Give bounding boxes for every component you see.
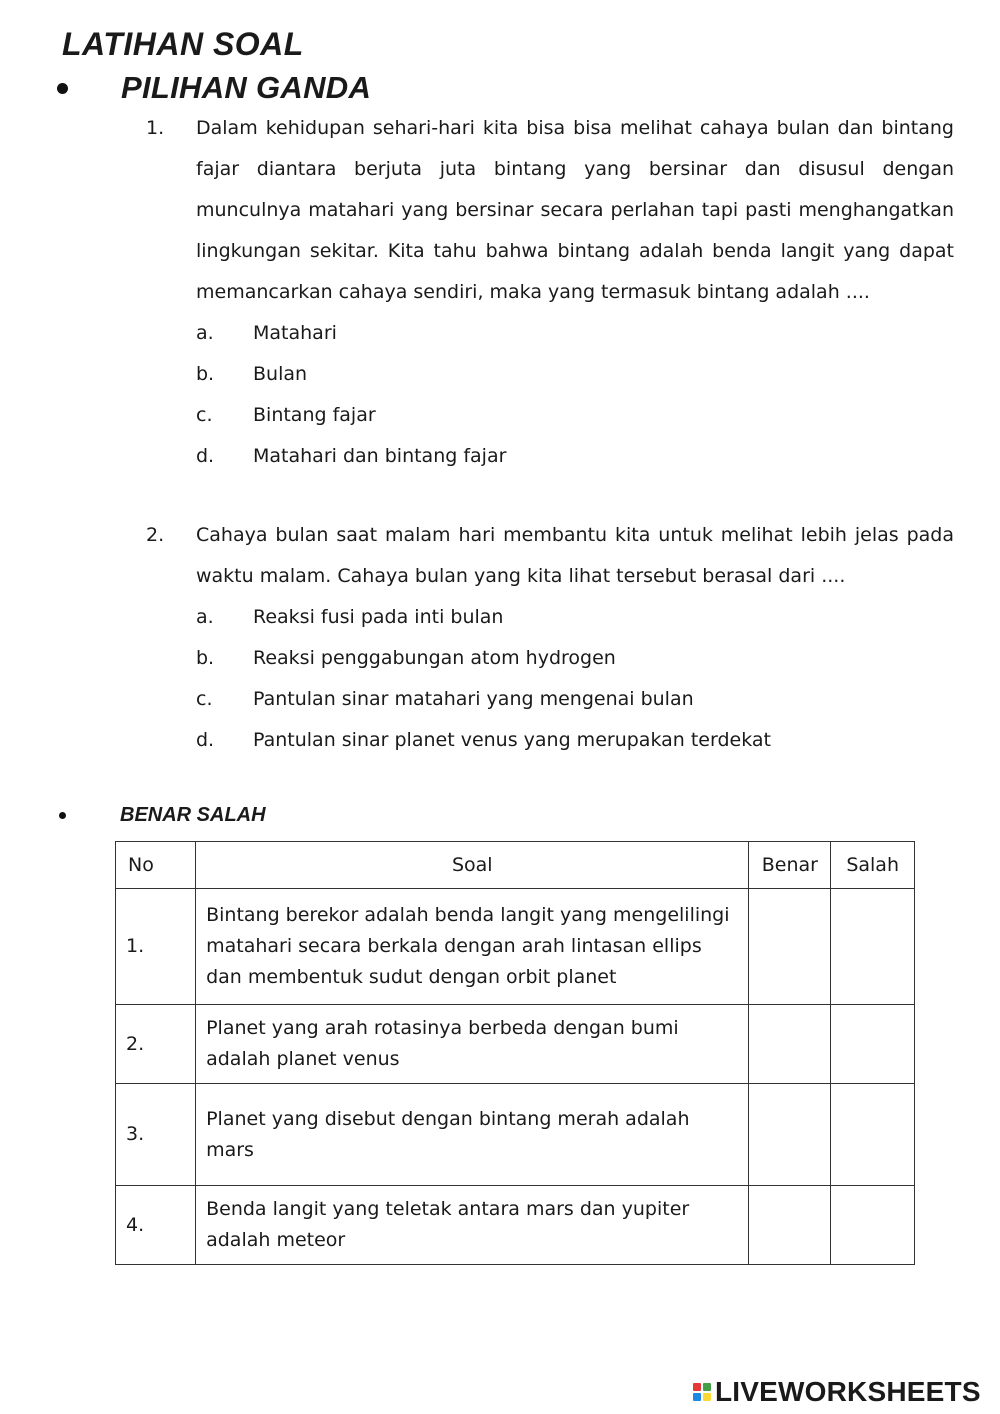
option-letter: b. <box>196 363 215 385</box>
row-statement: Planet yang arah rotasinya berbeda dengan bumi adalah planet venus <box>196 1005 749 1084</box>
section-heading-pilihan-ganda <box>57 70 371 106</box>
section-heading-label: BENAR SALAH <box>120 804 266 826</box>
option-letter: c. <box>196 688 213 710</box>
salah-answer-cell[interactable] <box>831 1084 915 1186</box>
row-statement: Bintang berekor adalah benda langit yang mengelilingi matahari secara berkala dengan arah lintasan ellips dan membentuk sudut dengan orbit planet <box>196 889 749 1005</box>
question-text: Cahaya bulan saat malam hari membantu kita untuk melihat lebih jelas pada waktu malam. Cahaya bulan yang kita lihat tersebut berasal dari .... <box>196 524 954 587</box>
logo-grid-icon <box>693 1383 711 1401</box>
answer-option-a[interactable] <box>196 313 954 354</box>
section-heading-label: PILIHAN GANDA <box>121 70 372 105</box>
option-letter: b. <box>196 647 215 669</box>
row-number: 4. <box>116 1186 196 1265</box>
option-text: Pantulan sinar planet venus yang merupakan terdekat <box>253 729 771 751</box>
question-number: 1. <box>146 117 165 139</box>
bullet-icon <box>57 83 68 94</box>
table-row <box>116 889 915 1005</box>
option-text: Pantulan sinar matahari yang mengenai bulan <box>253 688 694 710</box>
logo-text: LIVEWORKSHEETS <box>715 1376 981 1407</box>
benar-answer-cell[interactable] <box>749 1005 831 1084</box>
row-statement: Planet yang disebut dengan bintang merah adalah mars <box>196 1084 749 1186</box>
column-header-soal: Soal <box>196 842 749 889</box>
benar-salah-table <box>115 841 915 1265</box>
answer-option-c[interactable] <box>196 395 954 436</box>
liveworksheets-logo <box>693 1376 981 1408</box>
option-letter: a. <box>196 606 214 628</box>
row-number: 1. <box>116 889 196 1005</box>
table-row <box>116 1084 915 1186</box>
question-2 <box>146 515 954 761</box>
column-header-no: No <box>116 842 196 889</box>
option-letter: d. <box>196 445 215 467</box>
column-header-salah: Salah <box>831 842 915 889</box>
column-header-benar: Benar <box>749 842 831 889</box>
option-text: Reaksi fusi pada inti bulan <box>253 606 504 628</box>
option-text: Matahari dan bintang fajar <box>253 445 507 467</box>
logo-square <box>693 1393 701 1401</box>
option-text: Bulan <box>253 363 308 385</box>
salah-answer-cell[interactable] <box>831 1005 915 1084</box>
table-row <box>116 1186 915 1265</box>
section-heading-benar-salah <box>59 804 266 827</box>
question-number: 2. <box>146 524 165 546</box>
salah-answer-cell[interactable] <box>831 1186 915 1265</box>
logo-square <box>703 1393 711 1401</box>
answer-option-a[interactable] <box>196 597 954 638</box>
row-number: 2. <box>116 1005 196 1084</box>
logo-square <box>693 1383 701 1391</box>
table-row <box>116 1005 915 1084</box>
option-text: Matahari <box>253 322 337 344</box>
row-number: 3. <box>116 1084 196 1186</box>
bullet-icon <box>59 812 66 819</box>
benar-answer-cell[interactable] <box>749 1084 831 1186</box>
salah-answer-cell[interactable] <box>831 889 915 1005</box>
benar-answer-cell[interactable] <box>749 889 831 1005</box>
answer-option-c[interactable] <box>196 679 954 720</box>
question-1 <box>146 108 954 477</box>
option-letter: d. <box>196 729 215 751</box>
answer-option-d[interactable] <box>196 436 954 477</box>
page-title: LATIHAN SOAL <box>62 26 304 62</box>
question-text: Dalam kehidupan sehari-hari kita bisa bisa melihat cahaya bulan dan bintang fajar diantara berjuta juta bintang yang bersinar dan disusul dengan munculnya matahari yang bersinar secara perlahan tapi pasti menghangatkan lingkungan sekitar. Kita tahu bahwa bintang adalah benda langit yang dapat memancarkan cahaya sendiri, maka yang termasuk bintang adalah .... <box>196 117 954 303</box>
answer-option-b[interactable] <box>196 638 954 679</box>
answer-option-d[interactable] <box>196 720 954 761</box>
option-text: Reaksi penggabungan atom hydrogen <box>253 647 616 669</box>
option-letter: c. <box>196 404 213 426</box>
table-header-row <box>116 842 915 889</box>
option-text: Bintang fajar <box>253 404 376 426</box>
answer-option-b[interactable] <box>196 354 954 395</box>
logo-square <box>703 1383 711 1391</box>
benar-answer-cell[interactable] <box>749 1186 831 1265</box>
option-letter: a. <box>196 322 214 344</box>
row-statement: Benda langit yang teletak antara mars dan yupiter adalah meteor <box>196 1186 749 1265</box>
